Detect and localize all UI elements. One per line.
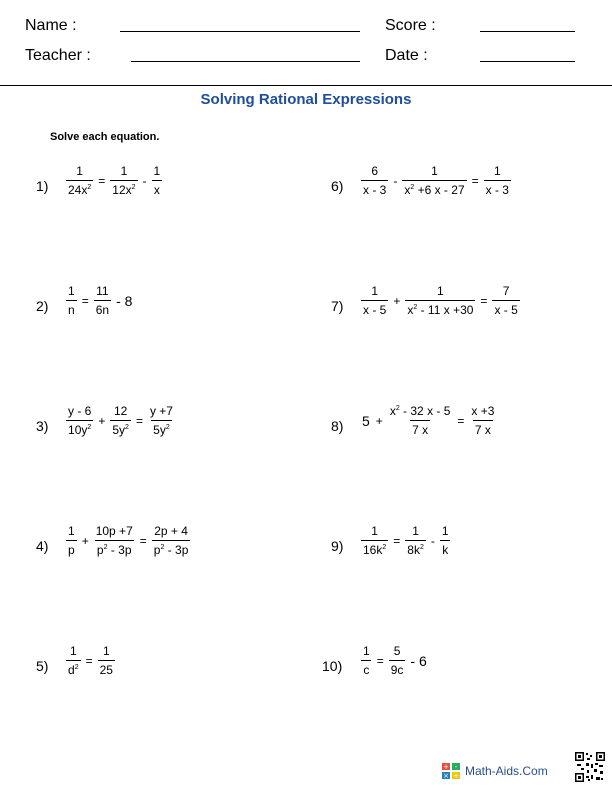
problem-number: 7)	[331, 298, 344, 314]
name-label: Name :	[25, 17, 77, 34]
problem-4-equation: $\frac{1}{p}$ + $\frac{10p +7}{p^2 - 3p}$ = $\frac{2p + 4}{p^2 - 3p}$	[64, 525, 192, 556]
fraction: $\frac{5}{9c}$	[390, 644, 404, 677]
problem-number: 8)	[331, 418, 344, 434]
problem-7-equation: $\frac{1}{x - 5}$ + $\frac{1}{x^2 - 11 x +30}$ = $\frac{7}{x - 5}$	[359, 285, 522, 316]
brand-name: Math-Aids.Com	[465, 764, 548, 778]
problem-3-equation: $\frac{y - 6}{10y^2}$ + $\frac{12}{5y^2}$ = $\frac{y +7}{5y^2}$	[64, 405, 177, 436]
problem-2-equation: $\frac{1}{n}$ = $\frac{11}{6n}$ - 8	[64, 285, 135, 316]
problem-number: 5)	[36, 658, 49, 674]
fraction: $\frac{x^2 - 32 x - 5}{7 x}$	[389, 404, 451, 437]
teacher-field[interactable]	[131, 61, 360, 62]
problem-number: 4)	[36, 538, 49, 554]
fraction: $\frac{1}{8k^2}$	[407, 524, 424, 557]
fraction: $\frac{1}{d^2}$	[68, 644, 79, 677]
problem-1-equation: $\frac{1}{24x^2}$ = $\frac{1}{12x^2}$ - $\frac{1}{x}$	[64, 165, 164, 196]
problem-number: 6)	[331, 178, 344, 194]
fraction: $\frac{1}{p}$	[68, 524, 75, 557]
qr-code-icon	[575, 752, 605, 782]
fraction: $\frac{1}{c}$	[363, 644, 370, 677]
calculator-icon	[441, 762, 461, 780]
fraction: $\frac{1}{k}$	[441, 524, 449, 557]
fraction: $\frac{1}{x^2 +6 x - 27}$	[404, 164, 465, 197]
score-label: Score :	[385, 17, 436, 34]
problem-6-equation: $\frac{6}{x - 3}$ - $\frac{1}{x^2 +6 x - 27}$ = $\frac{1}{x - 3}$	[359, 165, 513, 196]
fraction: $\frac{11}{6n}$	[95, 284, 110, 317]
problem-9-equation: $\frac{1}{16k^2}$ = $\frac{1}{8k^2}$ - $\frac{1}{k}$	[359, 525, 453, 556]
date-label: Date :	[385, 47, 428, 64]
fraction: $\frac{1}{x - 5}$	[363, 284, 387, 317]
fraction: $\frac{1}{24x^2}$	[68, 164, 92, 197]
name-field[interactable]	[120, 31, 360, 32]
fraction: $\frac{1}{12x^2}$	[112, 164, 136, 197]
fraction: $\frac{x +3}{7 x}$	[471, 404, 495, 437]
fraction: $\frac{y +7}{5y^2}$	[149, 404, 173, 437]
problem-10-equation: $\frac{1}{c}$ = $\frac{5}{9c}$ - 6	[359, 645, 430, 676]
problem-number: 10)	[322, 658, 343, 674]
fraction: $\frac{1}{16k^2}$	[363, 524, 387, 557]
svg-text:-: -	[454, 763, 458, 771]
svg-text:×: ×	[443, 772, 449, 780]
instructions: Solve each equation.	[50, 131, 160, 143]
problem-5-equation: $\frac{1}{d^2}$ = $\frac{1}{25}$	[64, 645, 117, 676]
problem-number: 1)	[36, 178, 49, 194]
fraction: $\frac{12}{5y^2}$	[112, 404, 129, 437]
fraction: $\frac{2p + 4}{p^2 - 3p}$	[153, 524, 189, 557]
brand-logo	[441, 762, 548, 780]
worksheet-title: Solving Rational Expressions	[200, 91, 412, 108]
fraction: $\frac{1}{x - 3}$	[485, 164, 509, 197]
score-field[interactable]	[480, 31, 575, 32]
problem-number: 2)	[36, 298, 49, 314]
fraction: $\frac{10p +7}{p^2 - 3p}$	[95, 524, 133, 557]
fraction: $\frac{7}{x - 5}$	[494, 284, 518, 317]
svg-text:÷: ÷	[453, 772, 459, 780]
date-field[interactable]	[480, 61, 575, 62]
problem-number: 3)	[36, 418, 49, 434]
fraction: $\frac{1}{n}$	[68, 284, 75, 317]
fraction: $\frac{y - 6}{10y^2}$	[68, 404, 92, 437]
problem-number: 9)	[331, 538, 344, 554]
fraction: $\frac{6}{x - 3}$	[363, 164, 387, 197]
svg-text:+: +	[443, 763, 449, 771]
fraction: $\frac{1}{x}$	[153, 164, 161, 197]
header-divider	[0, 85, 612, 86]
problem-8-equation: 5 + $\frac{x^2 - 32 x - 5}{7 x}$ = $\frac{x +3}{7 x}$	[359, 405, 498, 436]
fraction: $\frac{1}{25}$	[99, 644, 113, 677]
teacher-label: Teacher :	[25, 47, 91, 64]
fraction: $\frac{1}{x^2 - 11 x +30}$	[407, 284, 474, 317]
